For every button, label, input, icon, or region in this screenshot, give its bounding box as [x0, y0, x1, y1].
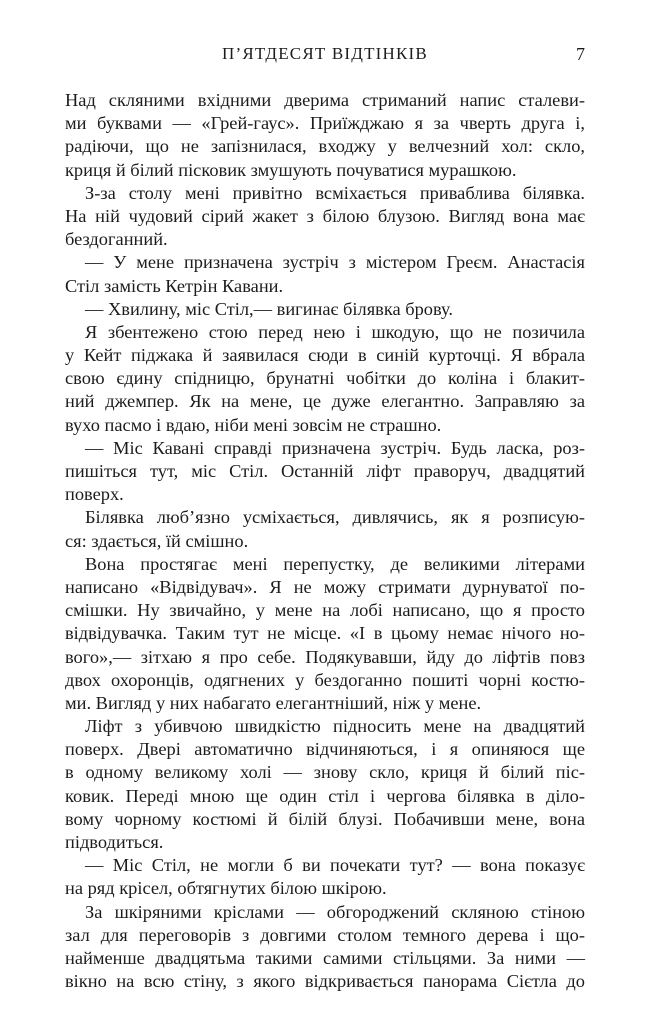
- text-line: найменше двадцятьма такими самими стільцями. За ними —: [65, 947, 585, 968]
- text-line: З-за столу мені привітно всміхається приваблива білявка.: [85, 182, 585, 203]
- text-line: — Хвилину, міс Стіл,— вигинає білявка брову.: [85, 298, 454, 319]
- body-text: [65, 89, 585, 993]
- text-line: зал для переговорів з довгими столом темного дерева і що-: [65, 924, 585, 945]
- text-line: вухо пасмо і вдаю, ніби мені зовсім не страшно.: [65, 414, 442, 435]
- text-line: криця й білий пісковик змушують почуватися мурашкою.: [65, 159, 517, 180]
- text-line: — Міс Стіл, не могли б ви почекати тут? — вона показує: [85, 855, 585, 876]
- text-line: На ній чудовий сірий жакет з білою блузою. Вигляд вона має: [65, 205, 585, 226]
- text-line: ковик. Переді мною ще один стіл і чергова білявка в діло-: [65, 785, 585, 806]
- text-line: пишіться тут, міс Стіл. Останній ліфт праворуч, двадцятий: [65, 461, 585, 481]
- text-line: свою єдину спідницю, брунатні чобітки до коліна і блакит-: [65, 368, 585, 389]
- text-line: ми. Вигляд у них набагато елегантніший, ніж у мене.: [65, 692, 482, 713]
- text-line: поверх. Двері автоматично відчиняються, і я опиняюся ще: [65, 739, 585, 760]
- text-line: написано «Відвідувач». Я не можу стримати дурнуватої по-: [65, 576, 585, 597]
- text-line: Стіл замість Кетрін Кавани.: [65, 275, 284, 296]
- text-line: вого»,— зітхаю я про себе. Подякувавши, йду до ліфтів повз: [65, 646, 585, 667]
- text-line: — Міс Кавані справді призначена зустріч. Будь ласка, роз-: [85, 437, 585, 458]
- text-line: в одному великому холі — знову скло, криця й білий піс-: [65, 762, 585, 783]
- text-line: ний джемпер. Як на мене, це дуже елегантно. Заправляю за: [65, 391, 585, 412]
- text-line: — У мене призначена зустріч з містером Греєм. Анастасія: [85, 252, 585, 273]
- running-header: [65, 44, 585, 68]
- text-line: поверх.: [65, 484, 124, 505]
- text-line: Я збентежено стою перед нею і шкодую, що не позичила: [85, 321, 585, 342]
- text-line: бездоганний.: [65, 229, 168, 250]
- text-line: ми буквами — «Грей-гаус». Приїжджаю я за чверть друга і,: [65, 113, 585, 134]
- text-line: на ряд крісел, обтягнутих білою шкірою.: [65, 878, 387, 899]
- text-line: смішки. Ну звичайно, у мене на лобі написано, що я просто: [65, 600, 585, 621]
- text-line: Білявка люб’язно усміхається, дивлячись, як я розписую-: [85, 507, 585, 528]
- text-line: Над скляними вхідними дверима стриманий напис сталеви-: [65, 90, 585, 110]
- running-title: П’ЯТДЕСЯТ ВІДТІНКІВ: [222, 44, 428, 63]
- text-line: радіючи, що не запізнилася, входжу у велчезний хол: скло,: [65, 136, 585, 157]
- text-line: відвідувачка. Таким тут не місце. «І в цьому немає нічого но-: [65, 623, 585, 644]
- text-line: Вона простягає мені перепустку, де великими літерами: [85, 553, 585, 574]
- text-line: За шкіряними кріслами — обгороджений скляною стіною: [85, 901, 585, 922]
- text-line: ся: здається, їй смішно.: [65, 530, 249, 551]
- text-line: вікно на всю стіну, з якого відкривається панорама Сієтла до: [65, 971, 585, 992]
- text-line: двох охоронців, одягнених у бездоганно пошиті чорні костю-: [65, 669, 585, 690]
- text-line: підводиться.: [65, 832, 164, 852]
- text-line: Ліфт з убивчою швидкістю підносить мене на двадцятий: [85, 716, 585, 737]
- text-line: у Кейт піджака й заявилася сюди в синій курточці. Я вбрала: [65, 345, 585, 366]
- text-line: вому чорному костюмі й білій блузі. Побачивши мене, вона: [65, 808, 585, 829]
- page-number: 7: [576, 44, 585, 64]
